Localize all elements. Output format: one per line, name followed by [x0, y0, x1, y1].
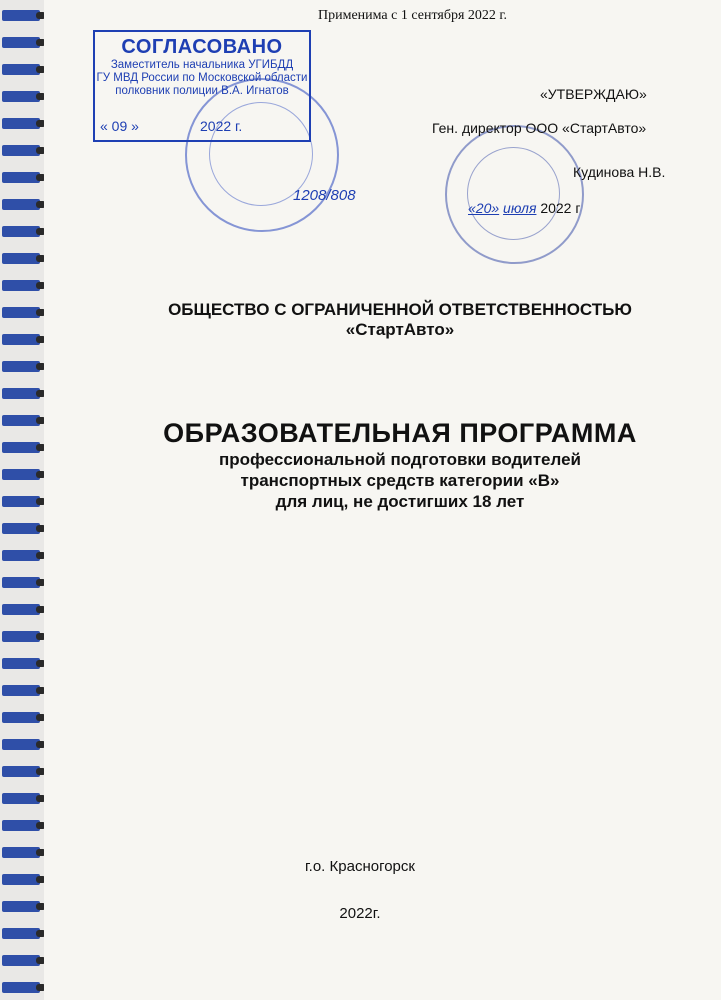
program-line-1: профессиональной подготовки водителей — [218, 450, 581, 469]
binding-coil — [2, 334, 40, 345]
year: 2022г. — [339, 905, 381, 922]
binding-coil — [2, 901, 40, 912]
program-line-3: для лиц, не достигших 18 лет — [275, 492, 525, 511]
binding-coil — [2, 847, 40, 858]
program-heading — [150, 418, 650, 512]
approve-date-year: 2022 г — [540, 200, 581, 216]
binding-coil — [2, 955, 40, 966]
validity-note: Применима с 1 сентября 2022 г. — [318, 8, 508, 23]
binding-coil — [2, 280, 40, 291]
binding-coil — [2, 388, 40, 399]
binding-coil — [2, 550, 40, 561]
stamp-year: 2022 г. — [200, 118, 243, 134]
binding-coil — [2, 118, 40, 129]
spiral-binding — [0, 0, 44, 1000]
approve-name: Кудинова Н.В. — [573, 164, 666, 180]
binding-coil — [2, 64, 40, 75]
binding-coil — [2, 685, 40, 696]
binding-coil — [2, 739, 40, 750]
organization-name — [120, 300, 680, 340]
binding-coil — [2, 253, 40, 264]
binding-coil — [2, 10, 40, 21]
company-round-seal — [445, 125, 584, 264]
binding-coil — [2, 496, 40, 507]
binding-coil — [2, 604, 40, 615]
binding-coil — [2, 226, 40, 237]
binding-coil — [2, 361, 40, 372]
binding-coil — [2, 172, 40, 183]
approve-position: Ген. директор ООО «СтартАвто» — [432, 120, 647, 136]
stamp-title: СОГЛАСОВАНО — [121, 36, 283, 58]
binding-coil — [2, 793, 40, 804]
binding-coil — [2, 874, 40, 885]
city: г.о. Красногорск — [305, 858, 415, 875]
binding-coil — [2, 712, 40, 723]
binding-coil — [2, 577, 40, 588]
binding-coil — [2, 766, 40, 777]
stamp-date: « 09 » — [100, 118, 139, 134]
binding-coil — [2, 658, 40, 669]
binding-coil — [2, 523, 40, 534]
binding-coil — [2, 442, 40, 453]
stamp-line-2: ГУ МВД России по Московской области — [96, 72, 308, 84]
binding-coil — [2, 820, 40, 831]
binding-coil — [2, 199, 40, 210]
binding-coil — [2, 631, 40, 642]
approve-title: «УТВЕРЖДАЮ» — [540, 86, 647, 102]
program-title: ОБРАЗОВАТЕЛЬНАЯ ПРОГРАММА — [163, 418, 637, 448]
binding-coil — [2, 37, 40, 48]
binding-coil — [2, 982, 40, 993]
binding-coil — [2, 415, 40, 426]
organization-line-2: «СтартАвто» — [345, 320, 455, 339]
approve-date-day: «20» — [468, 200, 500, 216]
stamp-line-3: полковник полиции В.А. Игнатов — [115, 85, 289, 97]
approve-date — [468, 200, 580, 216]
binding-coil — [2, 145, 40, 156]
organization-line-1: ОБЩЕСТВО С ОГРАНИЧЕННОЙ ОТВЕТСТВЕННОСТЬЮ — [168, 300, 632, 319]
binding-coil — [2, 469, 40, 480]
program-line-2: транспортных средств категории «В» — [240, 471, 560, 490]
binding-coil — [2, 928, 40, 939]
binding-coil — [2, 307, 40, 318]
registration-number: 1208/808 — [293, 187, 356, 204]
binding-coil — [2, 91, 40, 102]
approve-date-month: июля — [503, 200, 537, 216]
stamp-line-1: Заместитель начальника УГИБДД — [110, 59, 294, 71]
